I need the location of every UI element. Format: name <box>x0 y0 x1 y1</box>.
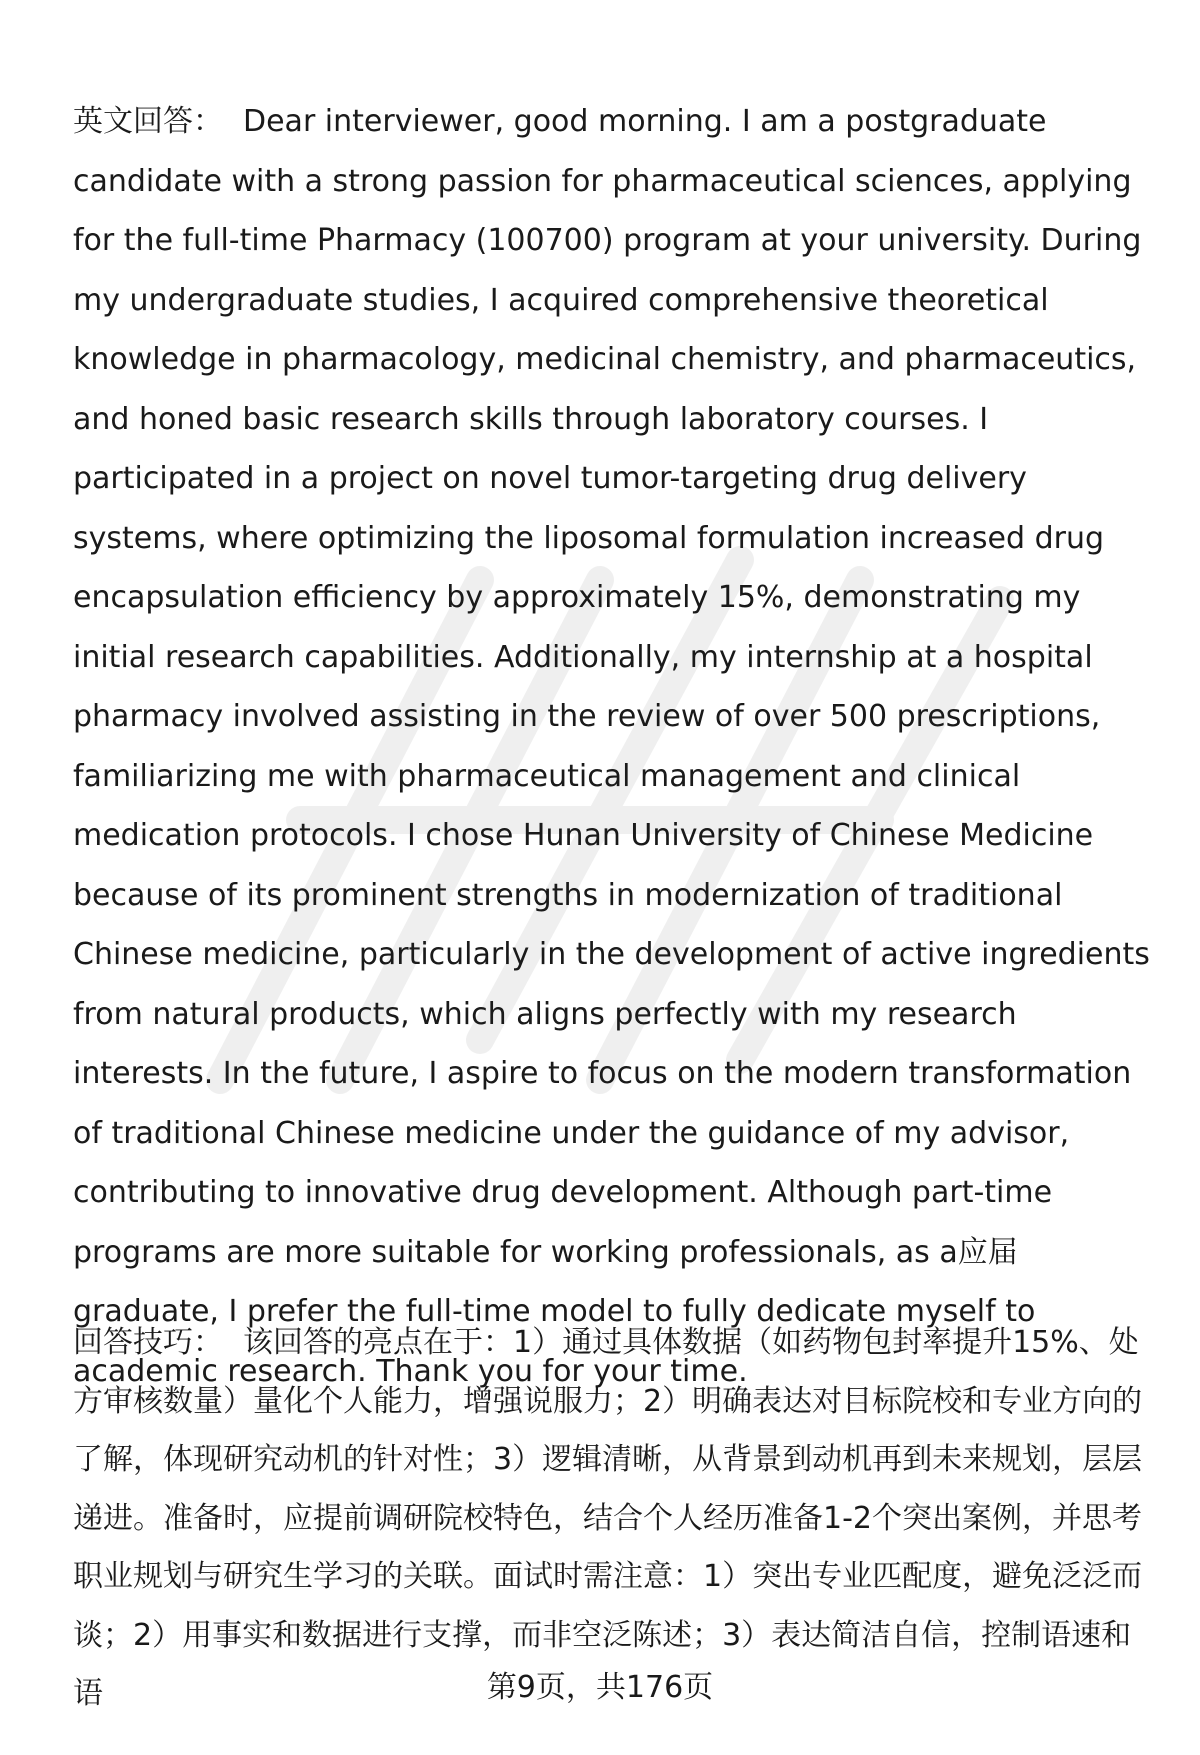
answer-tips-label: 回答技巧： <box>73 1325 223 1360</box>
english-answer-paragraph <box>73 92 1153 1401</box>
english-answer-text: Dear interviewer, good morning. I am a postgraduate candidate with a strong passion for pharmaceutical sciences, applying for the full-time Pharmacy (100700) program at your university. During my undergraduate studies, I acquired comprehensive theoretical knowledge in pharmacology, medicinal chemistry, and pharmaceutics, and honed basic research skills through laboratory courses. I participated in a project on novel tumor-targeting drug delivery systems, where optimizing the liposomal formulation increased drug encapsulation efficiency by approximately 15%, demonstrating my initial research capabilities. Additionally, my internship at a hospital pharmacy involved assisting in the review of over 500 prescriptions, familiarizing me with pharmaceutical management and clinical medication protocols. I chose Hunan University of Chinese Medicine because of its prominent strengths in modernization of traditional Chinese medicine, particularly in the development of active ingredients from natural products, which aligns perfectly with my research interests. In the future, I aspire to focus on the modern transformation of traditional Chinese medicine under the guidance of my advisor, contributing to innovative drug development. Although part-time programs are more suitable for working professionals, as a应届 graduate, I prefer the full-time model to fully dedicate myself to academic research. Thank you for your time. <box>73 104 1150 1389</box>
english-answer-label: 英文回答： <box>73 104 223 139</box>
answer-tips-text: 该回答的亮点在于：1）通过具体数据（如药物包封率提升15%、处方审核数量）量化个人能力，增强说服力；2）明确表达对目标院校和专业方向的了解，体现研究动机的针对性；3）逻辑清晰，从背景到动机再到未来规划，层层递进。准备时，应提前调研院校特色，结合个人经历准备1-2个突出案例，并思考职业规划与研究生学习的关联。面试时需注意：1）突出专业匹配度，避免泛泛而谈；2）用事实和数据进行支撑，而非空泛陈述；3）表达简洁自信，控制语速和语 <box>73 1325 1143 1711</box>
answer-tips-paragraph <box>73 1314 1153 1724</box>
page-number-footer: 第9页，共176页 <box>486 1670 714 1705</box>
